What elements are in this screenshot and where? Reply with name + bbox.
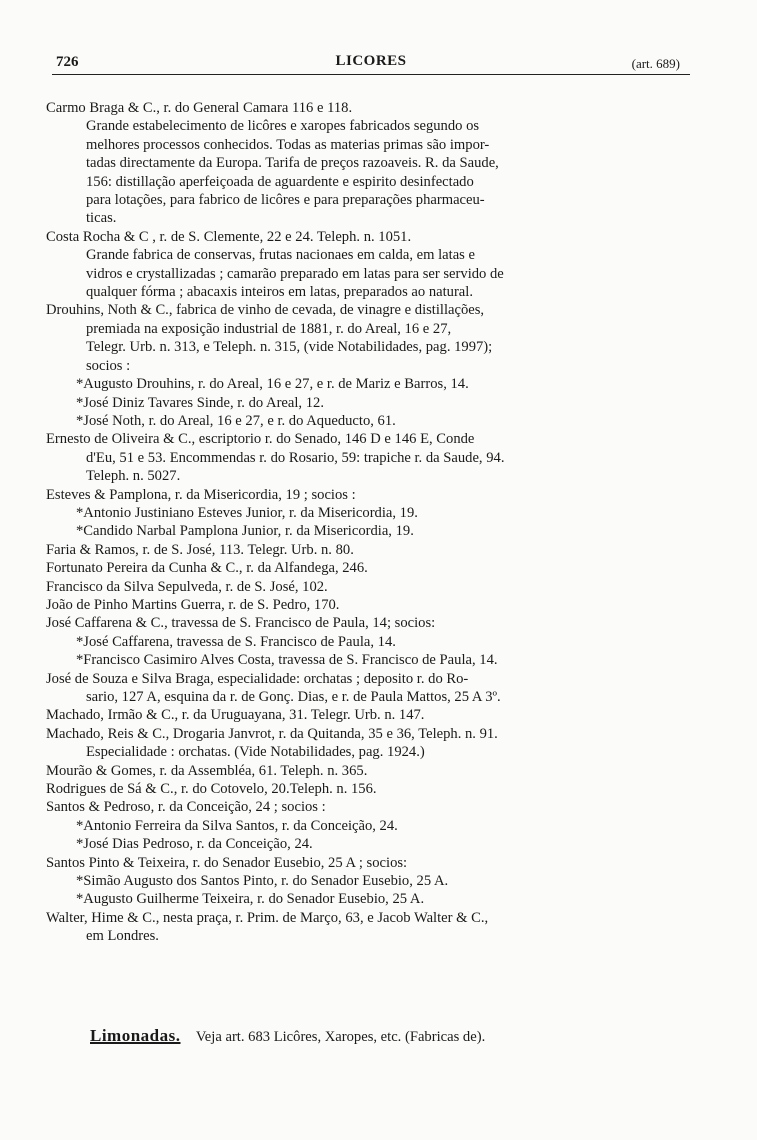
directory-entry — [46, 301, 686, 430]
entry-name-line: Faria & Ramos, r. de S. José, 113. Telegr. Urb. n. 80. — [46, 541, 354, 558]
partner-line: *Francisco Casimiro Alves Costa, travessa de S. Francisco de Paula, 14. — [76, 652, 498, 669]
entry-name-line: Carmo Braga & C., r. do General Camara 116 e 118. — [46, 100, 353, 116]
entry-name-line: Drouhins, Noth & C., fabrica de vinho de cevada, de vinagre e distillações, — [46, 302, 485, 319]
entry-description-line: premiada na exposição industrial de 1881, r. do Areal, 16 e 27, — [86, 320, 452, 337]
entry-name-line: Costa Rocha & C , r. de S. Clemente, 22 e 24. Teleph. n. 1051. — [46, 228, 412, 245]
entry-description-line: Grande fabrica de conservas, frutas nacionaes em calda, em latas e — [86, 247, 475, 264]
entry-name-line: Machado, Irmão & C., r. da Uruguayana, 31. Telegr. Urb. n. 147. — [46, 707, 425, 724]
page-header — [52, 52, 690, 75]
directory-entry — [46, 99, 686, 228]
page-title: LICORES — [335, 53, 407, 69]
directory-entry — [46, 228, 686, 302]
partner-line: *José Caffarena, travessa de S. Francisco de Paula, 14. — [76, 633, 396, 650]
directory-entry — [46, 780, 686, 798]
entry-name-line: Francisco da Silva Sepulveda, r. de S. José, 102. — [46, 578, 328, 595]
entry-description-line: vidros e crystallizadas ; camarão preparado em latas para ser servido de — [86, 265, 504, 282]
entry-description-line: d'Eu, 51 e 53. Encommendas r. do Rosario, 59: trapiche r. da Saude, 94. — [86, 449, 505, 466]
page-number: 726 — [56, 54, 79, 70]
partner-line: *José Dias Pedroso, r. da Conceição, 24. — [76, 836, 313, 853]
entry-description-line: Teleph. n. 5027. — [86, 468, 181, 485]
directory-entry — [46, 430, 686, 485]
entry-description-line: Grande estabelecimento de licôres e xaropes fabricados segundo os — [86, 118, 480, 135]
directory-entry — [46, 541, 686, 559]
entry-name-line: João de Pinho Martins Guerra, r. de S. Pedro, 170. — [46, 596, 340, 613]
entry-name-line: Santos Pinto & Teixeira, r. do Senador Eusebio, 25 A ; socios: — [46, 854, 408, 871]
entry-name-line: Ernesto de Oliveira & C., escriptorio r. do Senado, 146 D e 146 E, Conde — [46, 431, 475, 448]
entry-description-line: qualquer fórma ; abacaxis inteiros em latas, preparados ao natural. — [86, 284, 473, 301]
partner-line: *José Diniz Tavares Sinde, r. do Areal, 12. — [76, 394, 324, 411]
entry-description-line: em Londres. — [86, 928, 159, 945]
directory-entry — [46, 670, 686, 707]
entry-description-line: Especialidade : orchatas. (Vide Notabilidades, pag. 1924.) — [86, 744, 425, 761]
directory-entry — [46, 798, 686, 853]
directory-entry — [46, 596, 686, 614]
directory-listing — [46, 99, 686, 946]
entry-description-line: tadas directamente da Europa. Tarifa de preços razoaveis. R. da Saude, — [86, 155, 499, 172]
entry-description-line: melhores processos conhecidos. Todas as materias primas são impor- — [86, 136, 490, 153]
directory-entry — [46, 909, 686, 946]
directory-entry — [46, 559, 686, 577]
partner-line: *Simão Augusto dos Santos Pinto, r. do Senador Eusebio, 25 A. — [76, 873, 449, 890]
entry-description-line: ticas. — [86, 210, 117, 227]
entry-name-line: Santos & Pedroso, r. da Conceição, 24 ; socios : — [46, 799, 326, 816]
partner-line: *Augusto Guilherme Teixeira, r. do Senador Eusebio, 25 A. — [76, 891, 425, 908]
entry-description-line: 156: distillação aperfeiçoada de aguardente e espirito desinfectado — [86, 173, 474, 190]
partner-line: *Candido Narbal Pamplona Junior, r. da Misericordia, 19. — [76, 523, 414, 540]
entry-name-line: Walter, Hime & C., nesta praça, r. Prim. de Março, 63, e Jacob Walter & C., — [46, 909, 489, 926]
entry-name-line: José Caffarena & C., travessa de S. Francisco de Paula, 14; socios: — [46, 615, 436, 632]
directory-entry — [46, 854, 686, 909]
entry-name-line: Machado, Reis & C., Drogaria Janvrot, r. da Quitanda, 35 e 36, Teleph. n. 91. — [46, 725, 498, 742]
partner-line: *Antonio Ferreira da Silva Santos, r. da Conceição, 24. — [76, 817, 398, 834]
footer-entry — [90, 1026, 690, 1046]
directory-entry — [46, 486, 686, 541]
footer-text: Veja art. 683 Licôres, Xaropes, etc. (Fabricas de). — [195, 1029, 486, 1045]
directory-entry — [46, 614, 686, 669]
entry-name-line: Fortunato Pereira da Cunha & C., r. da Alfandega, 246. — [46, 560, 368, 577]
directory-entry — [46, 578, 686, 596]
entry-description-line: sario, 127 A, esquina da r. de Gonç. Dias, e r. de Paula Mattos, 25 A 3º. — [86, 689, 501, 705]
entry-name-line: Rodrigues de Sá & C., r. do Cotovelo, 20.Teleph. n. 156. — [46, 781, 377, 798]
partner-line: *José Noth, r. do Areal, 16 e 27, e r. do Aqueducto, 61. — [76, 412, 396, 429]
partner-line: *Augusto Drouhins, r. do Areal, 16 e 27, e r. de Mariz e Barros, 14. — [76, 376, 469, 393]
directory-entry — [46, 762, 686, 780]
partner-line: *Antonio Justiniano Esteves Junior, r. da Misericordia, 19. — [76, 504, 418, 521]
entry-name-line: Mourão & Gomes, r. da Assembléa, 61. Teleph. n. 365. — [46, 762, 368, 779]
entry-name-line: José de Souza e Silva Braga, especialidade: orchatas ; deposito r. do Ro- — [46, 670, 469, 687]
directory-entry — [46, 725, 686, 762]
entry-description-line: para lotações, para fabrico de licôres e para preparações pharmaceu- — [86, 192, 485, 209]
directory-entry — [46, 706, 686, 724]
entry-name-line: Esteves & Pamplona, r. da Misericordia, 19 ; socios : — [46, 486, 356, 503]
entry-description-line: socios : — [86, 357, 131, 374]
footer-title: Limonadas. — [90, 1026, 181, 1045]
entry-description-line: Telegr. Urb. n. 313, e Teleph. n. 315, (vide Notabilidades, pag. 1997); — [86, 339, 493, 356]
article-reference: (art. 689) — [631, 56, 680, 71]
